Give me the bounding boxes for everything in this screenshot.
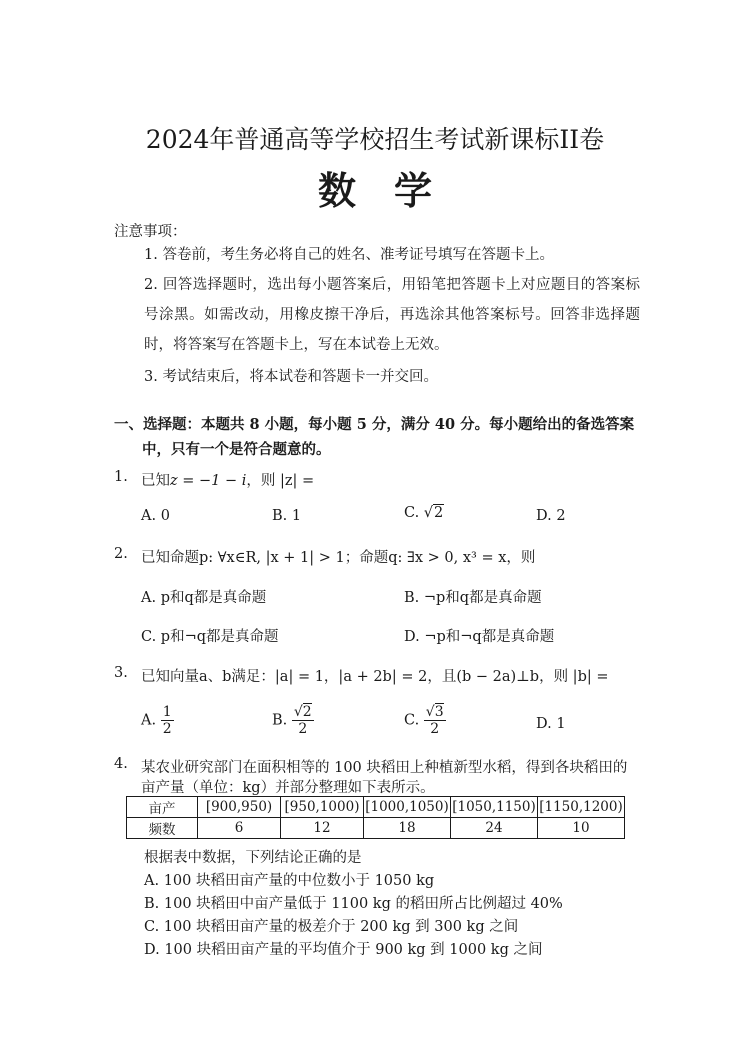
table-row — [127, 797, 625, 818]
count-cell: 10 — [538, 818, 625, 839]
q3-stem: 已知向量a、b满足：|a| = 1，|a + 2b| = 2，且(b − 2a)⊥b，则 |b| = — [141, 669, 609, 685]
q1-stem-math: z = −1 − i — [170, 473, 247, 489]
q1-option-c-radicand: 2 — [434, 505, 444, 521]
q3-option-a-denominator: 2 — [162, 721, 172, 737]
q3-option-c-label: C. — [404, 712, 420, 729]
q1-option-a: A. 0 — [141, 508, 170, 524]
notice-heading: 注意事项： — [114, 224, 187, 240]
count-cell: 6 — [198, 818, 281, 839]
notice-item-2 — [114, 270, 640, 360]
interval-cell: [950,1000) — [281, 797, 364, 818]
q1-option-c-sqrt: √2 — [423, 505, 444, 521]
q1-stem-suffix: ，则 |z| = — [246, 473, 315, 489]
q3-option-a-numerator: 1 — [162, 704, 172, 720]
row-header-frequency: 频数 — [127, 818, 198, 839]
q1-option-d: D. 2 — [536, 508, 566, 524]
interval-cell: [900,950) — [198, 797, 281, 818]
q3-option-b-denominator: 2 — [298, 721, 308, 737]
interval-cell: [1050,1150) — [451, 797, 538, 818]
q3-option-b — [272, 704, 314, 737]
notice-item-1-text: 1. 答卷前，考生务必将自己的姓名、准考证号填写在答题卡上。 — [144, 247, 554, 263]
q3-option-b-fraction — [292, 704, 314, 737]
q4-lead: 根据表中数据，下列结论正确的是 — [144, 850, 362, 866]
yield-table — [126, 796, 625, 839]
section-heading-line1: 一、选择题：本题共 8 小题，每小题 5 分，满分 40 分。每小题给出的备选答案 — [114, 416, 635, 433]
q3-option-a-fraction — [161, 704, 174, 737]
q4-option-d: D. 100 块稻田亩产量的平均值介于 900 kg 到 1000 kg 之间 — [144, 942, 543, 958]
count-cell: 24 — [451, 818, 538, 839]
q3-option-d: D. 1 — [536, 716, 566, 732]
q3-option-b-radicand: 2 — [302, 704, 312, 720]
notice-item-2-text: 2. 回答选择题时，选出每小题答案后，用铅笔把答题卡上对应题目的答案标号涂黑。如需改动，用橡皮擦干净后，再选涂其他答案标号。回答非选择题时，将答案写在答题卡上，写在本试卷上无效。 — [144, 277, 640, 353]
count-cell: 18 — [364, 818, 451, 839]
q4-option-a: A. 100 块稻田亩产量的中位数小于 1050 kg — [144, 873, 435, 889]
q3-option-c-denominator: 2 — [430, 721, 440, 737]
q2-option-d: D. ¬p和¬q都是真命题 — [404, 629, 555, 645]
q4-stem-line2: 亩产量（单位：kg）并部分整理如下表所示。 — [141, 780, 435, 796]
q3-option-b-numerator: √2 — [293, 704, 312, 720]
q1-option-b: B. 1 — [272, 508, 302, 524]
q3-option-c-numerator: √3 — [425, 704, 444, 720]
notice-item-3-text: 3. 考试结束后，将本试卷和答题卡一并交回。 — [144, 369, 438, 385]
notice-item-1 — [114, 240, 640, 270]
q3-option-c-radicand: 3 — [434, 704, 444, 720]
q4-stem-line1: 某农业研究部门在面积相等的 100 块稻田上种植新型水稻，得到各块稻田的 — [141, 760, 628, 776]
q2-number: 2. — [114, 546, 128, 562]
q4-number: 4. — [114, 756, 128, 772]
q2-option-c: C. p和¬q都是真命题 — [141, 629, 279, 645]
interval-cell: [1000,1050) — [364, 797, 451, 818]
section-heading — [114, 412, 642, 462]
notice-item-3 — [114, 362, 640, 392]
subject-title: 数学 — [317, 168, 470, 213]
q1-option-c — [404, 505, 444, 521]
exam-title: 2024年普通高等学校招生考试新课标II卷 — [145, 125, 605, 154]
q2-option-a: A. p和q都是真命题 — [141, 590, 267, 606]
count-cell: 12 — [281, 818, 364, 839]
q3-option-a — [141, 704, 174, 737]
q1-stem-prefix: 已知 — [141, 473, 170, 489]
q3-option-b-label: B. — [272, 712, 288, 729]
q1-stem — [141, 469, 314, 490]
q2-option-b: B. ¬p和q都是真命题 — [404, 590, 542, 606]
q3-option-c-fraction — [424, 704, 446, 737]
q4-option-b: B. 100 块稻田中亩产量低于 1100 kg 的稻田所占比例超过 40% — [144, 896, 563, 912]
section-heading-line2: 中，只有一个是符合题意的。 — [142, 441, 331, 458]
q2-stem: 已知命题p: ∀x∈R, |x + 1| > 1；命题q: ∃x > 0, x³ = x，则 — [141, 550, 536, 566]
q3-option-c — [404, 704, 446, 737]
q4-option-c: C. 100 块稻田亩产量的极差介于 200 kg 到 300 kg 之间 — [144, 919, 519, 935]
q3-number: 3. — [114, 665, 128, 681]
q1-option-c-label: C. — [404, 505, 420, 521]
q1-number: 1. — [114, 469, 128, 485]
q3-option-a-label: A. — [141, 712, 157, 729]
interval-cell: [1150,1200) — [538, 797, 625, 818]
row-header-yield: 亩产 — [127, 797, 198, 818]
table-row — [127, 818, 625, 839]
